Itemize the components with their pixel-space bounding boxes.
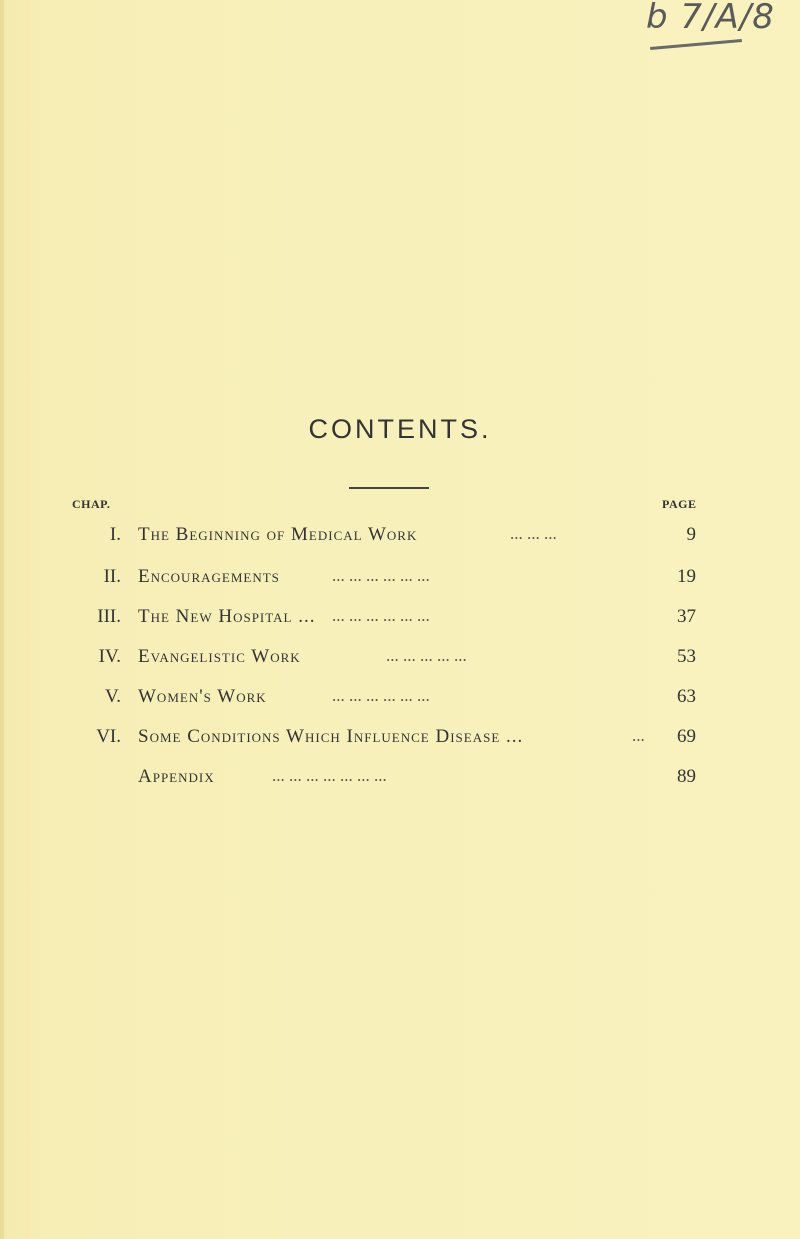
chapter-number: IV. <box>98 646 121 667</box>
page-number: 89 <box>677 766 696 787</box>
chapter-title: Women's Work <box>138 686 267 707</box>
chapter-title: Encouragements <box>138 566 280 587</box>
toc-row <box>0 726 800 756</box>
page-number: 53 <box>677 646 696 667</box>
toc-row <box>0 566 800 596</box>
chapter-number: I. <box>109 524 121 545</box>
page-number: 69 <box>677 726 696 747</box>
toc-row <box>0 524 800 554</box>
page-number: 63 <box>677 686 696 707</box>
page-number: 19 <box>677 566 696 587</box>
page-title: CONTENTS. <box>308 414 492 444</box>
chapter-title: The Beginning of Medical Work <box>138 524 418 545</box>
chapter-title: Evangelistic Work <box>138 646 301 667</box>
page-number: 37 <box>677 606 696 627</box>
shelfmark-underline <box>650 39 742 50</box>
chapter-number: II. <box>103 566 121 587</box>
chapter-number: V. <box>104 686 121 707</box>
chap-column-header: CHAP. <box>72 497 111 511</box>
dot-leader: ... ... ... ... ... ... <box>332 686 430 705</box>
dot-leader: ... ... ... <box>510 524 557 543</box>
dot-leader: ... ... ... ... ... ... <box>332 566 430 585</box>
dot-leader: ... ... ... ... ... ... <box>332 606 430 625</box>
chapter-title: The New Hospital ... <box>138 606 316 627</box>
toc-row <box>0 606 800 636</box>
page-column-header: PAGE <box>662 497 697 511</box>
toc-row <box>0 646 800 676</box>
chapter-number: VI. <box>96 726 121 747</box>
title-rule <box>349 487 429 489</box>
chapter-title: Some Conditions Which Influence Disease ... <box>138 726 524 747</box>
dot-leader: ... <box>632 726 645 745</box>
chapter-title: Appendix <box>138 766 215 787</box>
chapter-number: III. <box>97 606 121 627</box>
toc-row <box>0 686 800 716</box>
dot-leader: ... ... ... ... ... ... ... <box>272 766 387 785</box>
toc-row <box>0 766 800 796</box>
dot-leader: ... ... ... ... ... <box>386 646 467 665</box>
page-number: 9 <box>686 524 696 545</box>
handwritten-shelfmark: b 7/A/8 <box>646 0 775 37</box>
